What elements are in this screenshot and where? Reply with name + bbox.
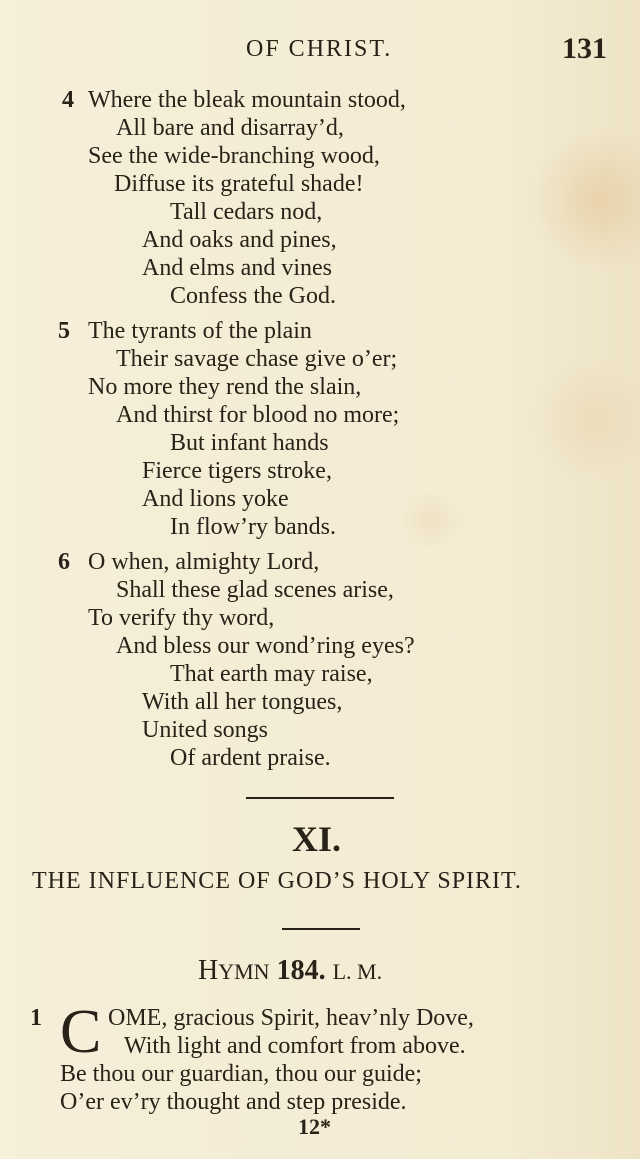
verse-line: Diffuse its grateful shade! <box>114 171 364 197</box>
verse-line: And lions yoke <box>142 486 289 512</box>
hymn-label-cap: H <box>198 955 219 986</box>
verse-line: And oaks and pines, <box>142 227 337 253</box>
hymn-meter: L. M. <box>332 959 383 984</box>
verse-line: And elms and vines <box>142 255 332 281</box>
page-number: 131 <box>562 32 607 65</box>
verse-line: With all her tongues, <box>142 689 343 715</box>
section-title: THE INFLUENCE OF GOD’S HOLY SPIRIT. <box>32 868 522 894</box>
hymn-heading <box>198 955 382 987</box>
verse-line: But infant hands <box>170 430 329 456</box>
verse-line: To verify thy word, <box>88 605 275 631</box>
verse-line: In flow’ry bands. <box>170 514 336 540</box>
verse-line: That earth may raise, <box>170 661 373 687</box>
hymn-label-rest: YMN <box>218 959 270 984</box>
stanza-number: 4 <box>62 87 74 113</box>
hymn-line: Be thou our guardian, thou our guide; <box>60 1061 422 1087</box>
hymn-line: O’er ev’ry thought and step preside. <box>60 1089 407 1115</box>
drop-cap: C <box>60 998 102 1066</box>
stanza-number: 6 <box>58 549 70 575</box>
hymn-number: 184. <box>276 955 326 986</box>
running-header: OF CHRIST. <box>246 36 393 62</box>
hymn-line: With light and comfort from above. <box>124 1033 466 1059</box>
verse-line: Tall cedars nod, <box>170 199 323 225</box>
verse-line: Fierce tigers stroke, <box>142 458 332 484</box>
verse-line: United songs <box>142 717 268 743</box>
verse-line: See the wide-branching wood, <box>88 143 380 169</box>
hymn-line: OME, gracious Spirit, heav’nly Dove, <box>108 1005 474 1031</box>
verse-line: Shall these glad scenes arise, <box>116 577 394 603</box>
verse-number: 1 <box>30 1005 42 1031</box>
verse-line: No more they rend the slain, <box>88 374 362 400</box>
verse-line: All bare and disarray’d, <box>116 115 344 141</box>
signature-mark: 12* <box>298 1114 331 1139</box>
section-number: XI. <box>292 819 342 859</box>
verse-line: And bless our wond’ring eyes? <box>116 633 415 659</box>
verse-line: O when, almighty Lord, <box>88 549 320 575</box>
verse-line: And thirst for blood no more; <box>116 402 400 428</box>
stanza-number: 5 <box>58 318 70 344</box>
divider-rule <box>246 797 394 799</box>
verse-line: Of ardent praise. <box>170 745 331 771</box>
verse-line: The tyrants of the plain <box>88 318 312 344</box>
verse-line: Their savage chase give o’er; <box>116 346 398 372</box>
verse-line: Confess the God. <box>170 283 336 309</box>
verse-line: Where the bleak mountain stood, <box>88 87 406 113</box>
divider-rule <box>282 928 360 930</box>
